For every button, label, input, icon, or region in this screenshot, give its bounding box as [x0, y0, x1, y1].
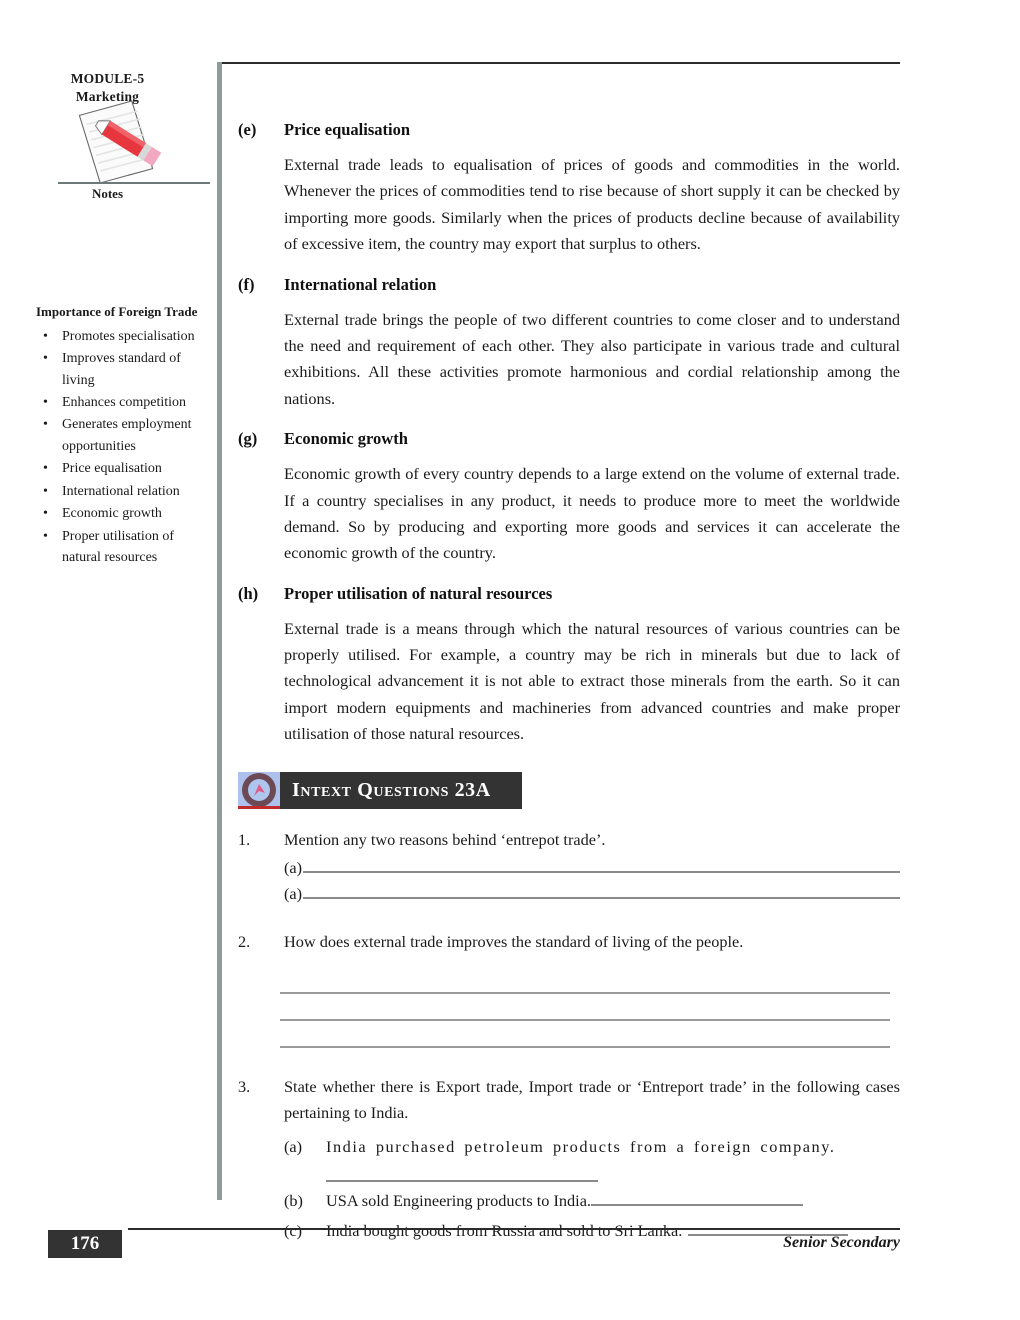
- section-heading: [238, 120, 900, 140]
- question-2-answer-lines[interactable]: [280, 967, 900, 1048]
- bullet-icon: •: [43, 506, 48, 522]
- section-marker: (g): [238, 429, 258, 449]
- list-item: [36, 348, 208, 391]
- section-title: Price equalisation: [284, 120, 411, 139]
- sub-text: India bought goods from Russia and sold to Sri Lanka.: [326, 1221, 683, 1241]
- footer-rule: [128, 1228, 900, 1230]
- list-item: [36, 392, 208, 413]
- list-item-label: Promotes specialisation: [62, 328, 195, 344]
- list-item-label: Improves standard of living: [62, 351, 181, 388]
- question-3b-answer-blank[interactable]: [591, 1190, 803, 1206]
- sub-label: (c): [284, 1221, 303, 1241]
- question-3a-answer-blank[interactable]: [326, 1160, 598, 1182]
- section-heading: [238, 584, 900, 604]
- list-item: [36, 526, 208, 569]
- section-international-relation: [238, 275, 900, 413]
- sidebar-list: [36, 326, 208, 568]
- margin-column: [0, 0, 215, 1200]
- sub-label: (a): [284, 1137, 303, 1157]
- question-3-item-b: [284, 1188, 900, 1214]
- bullet-icon: •: [43, 417, 48, 433]
- section-economic-growth: [238, 429, 900, 567]
- question-number: 3.: [238, 1076, 251, 1096]
- section-marker: (f): [238, 274, 255, 294]
- bullet-icon: •: [43, 395, 48, 411]
- sub-text: USA sold Engineering products to India.: [326, 1191, 591, 1211]
- answer-blank-line[interactable]: [280, 967, 890, 994]
- question-text: State whether there is Export trade, Import trade or ‘Entreport trade’ in the following cases pertaining to India.: [284, 1076, 900, 1122]
- notes-paper-pencil-icon: [62, 96, 174, 184]
- list-item: [36, 503, 208, 524]
- section-body: External trade is a means through which the natural resources of various countries can be properly utilised. For example, a country may be rich in minerals but due to lack of technological advancement it is not able to extract those minerals from the earth. So it can import modern equipments and machineries from advanced countries and make proper utilisation of those natural resources.: [284, 618, 900, 744]
- section-price-equalisation: [238, 120, 900, 258]
- vertical-separator-bar: [217, 62, 222, 1200]
- list-item: [36, 458, 208, 479]
- section-title: Economic growth: [284, 429, 408, 449]
- questions-block: [238, 827, 900, 1245]
- answer-blank-line[interactable]: [303, 882, 900, 899]
- bullet-icon: •: [43, 483, 48, 499]
- section-title: International relation: [284, 274, 437, 294]
- header-rule: [222, 62, 900, 64]
- section-heading: [238, 429, 900, 449]
- section-marker: (h): [238, 583, 259, 603]
- list-item-label: Generates employment opportunities: [62, 417, 192, 454]
- list-item-label: Price equalisation: [62, 461, 162, 477]
- section-marker: (e): [238, 120, 257, 139]
- notes-divider-rule: [58, 182, 210, 184]
- footer-book-level: Senior Secondary: [783, 1234, 900, 1251]
- sub-label: (a): [284, 857, 303, 877]
- section-body: External trade brings the people of two different countries to come closer and to understand the need and requirement of each other. They also participate in various trade and cultural exhibitions. All these activities promote harmonious and cordial relationship among the nations.: [284, 309, 900, 408]
- list-item-label: Enhances competition: [62, 395, 187, 411]
- list-item-label: Proper utilisation of natural resources: [62, 528, 174, 565]
- section-proper-utilisation: [238, 584, 900, 748]
- section-body: External trade leads to equalisation of prices of goods and commodities in the world. Whenever the prices of commodities tend to rise because of short supply it can be checked by importing more goods. Similarly when the prices of products decline because of availability of excessive item, the country may export that surplus to others.: [284, 155, 900, 254]
- list-item-label: Economic growth: [62, 506, 162, 522]
- bullet-icon: •: [43, 528, 48, 544]
- sub-text: India purchased petroleum products from a foreign company.: [326, 1137, 836, 1157]
- section-body: Economic growth of every country depends to a large extend on the volume of external trade. If a country specialises in any product, it needs to produce more to meet the worldwide demand. So by producing and exporting more goods and services it can accelerate the economic growth of the country.: [284, 464, 900, 563]
- question-text: Mention any two reasons behind ‘entrepot trade’.: [284, 829, 606, 849]
- intext-questions-label: Intext Questions 23A: [292, 778, 491, 801]
- intext-question-circle-icon: [238, 772, 280, 809]
- answer-blank-line[interactable]: [280, 994, 890, 1021]
- sidebar-key-points: [36, 303, 208, 569]
- question-3-item-a: [284, 1134, 900, 1160]
- question-1-answer-a2[interactable]: [284, 881, 900, 907]
- sub-label: (b): [284, 1191, 303, 1211]
- question-text: How does external trade improves the standard of living of the people.: [284, 931, 744, 951]
- answer-blank-line[interactable]: [303, 856, 900, 873]
- question-3: [238, 1074, 900, 1126]
- question-2: [238, 929, 900, 955]
- module-number: MODULE-5: [70, 71, 145, 86]
- main-content: [238, 120, 900, 1244]
- question-number: 2.: [238, 931, 251, 951]
- list-item: [36, 481, 208, 502]
- bullet-icon: •: [43, 351, 48, 367]
- list-item: [36, 414, 208, 457]
- question-number: 1.: [238, 829, 251, 849]
- sidebar-heading: Importance of Foreign Trade: [36, 304, 198, 319]
- list-item-label: International relation: [62, 483, 180, 499]
- question-1: [238, 827, 900, 853]
- question-1-answer-a1[interactable]: [284, 855, 900, 881]
- notes-label: Notes: [91, 186, 124, 201]
- intext-questions-bar: [280, 772, 522, 809]
- list-item: [36, 326, 208, 347]
- bullet-icon: •: [43, 461, 48, 477]
- section-title: Proper utilisation of natural resources: [284, 583, 553, 603]
- answer-blank-line[interactable]: [280, 1021, 890, 1048]
- page-number-badge: 176: [48, 1230, 122, 1258]
- intext-questions-banner: [238, 772, 522, 809]
- bullet-icon: •: [43, 328, 48, 344]
- sub-label: (a): [284, 883, 303, 903]
- section-heading: [238, 275, 900, 295]
- module-subject: Marketing: [75, 89, 140, 105]
